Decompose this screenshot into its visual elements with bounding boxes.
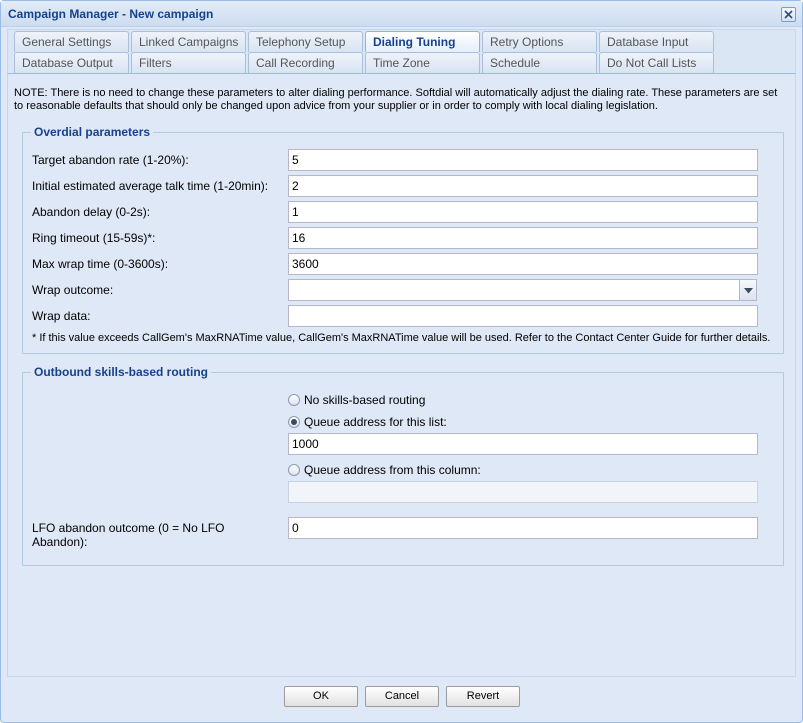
- title-bar[interactable]: [1, 1, 802, 27]
- lfo-abandon-outcome-input[interactable]: [288, 517, 758, 539]
- tab-telephony-setup[interactable]: Telephony Setup: [248, 31, 363, 52]
- revert-button[interactable]: Revert: [446, 686, 520, 707]
- wrap-data-label: Wrap data:: [32, 309, 91, 323]
- no-skills-routing-radio[interactable]: [288, 394, 300, 406]
- close-icon: [784, 10, 793, 19]
- wrap-outcome-select[interactable]: [288, 279, 740, 301]
- max-wrap-time-label: Max wrap time (0-3600s):: [32, 257, 169, 271]
- close-button[interactable]: [781, 7, 796, 22]
- tab-time-zone[interactable]: Time Zone: [365, 52, 480, 73]
- skills-routing-legend: Outbound skills-based routing: [34, 365, 208, 379]
- tab-do-not-call-lists[interactable]: Do Not Call Lists: [599, 52, 714, 73]
- queue-address-list-radio[interactable]: [288, 416, 300, 428]
- note-text: NOTE: There is no need to change these parameters to alter dialing performance. Softdial will automatically adjust the dialing rate. These parameters are set to reasonable defaults that should only be changed upon advice from your supplier or in order to comply with local dialing legislation.: [14, 87, 778, 112]
- tab-strip: [7, 29, 796, 73]
- wrap-outcome-label: Wrap outcome:: [32, 283, 114, 297]
- ring-timeout-input[interactable]: [288, 227, 758, 249]
- wrap-outcome-dropdown-button[interactable]: [739, 279, 757, 301]
- tab-database-input[interactable]: Database Input: [599, 31, 714, 52]
- lfo-abandon-outcome-label: LFO abandon outcome (0 = No LFO Abandon):: [32, 521, 225, 549]
- abandon-delay-input[interactable]: [288, 201, 758, 223]
- talk-time-label: Initial estimated average talk time (1-20min):: [32, 179, 269, 193]
- wrap-data-input[interactable]: [288, 305, 758, 327]
- target-abandon-rate-label: Target abandon rate (1-20%):: [32, 153, 189, 167]
- ring-timeout-footnote: * If this value exceeds CallGem's MaxRNATime value, CallGem's MaxRNATime value will be used. Refer to the Contact Center Guide for further details.: [32, 332, 771, 344]
- tab-call-recording[interactable]: Call Recording: [248, 52, 363, 73]
- tab-database-output[interactable]: Database Output: [14, 52, 129, 73]
- tab-dialing-tuning[interactable]: Dialing Tuning: [365, 31, 480, 52]
- ok-button[interactable]: OK: [284, 686, 358, 707]
- tab-linked-campaigns[interactable]: Linked Campaigns: [131, 31, 246, 52]
- queue-address-list-label: Queue address for this list:: [304, 415, 447, 429]
- queue-column-input[interactable]: [288, 481, 758, 503]
- overdial-parameters-legend: Overdial parameters: [34, 125, 151, 139]
- max-wrap-time-input[interactable]: [288, 253, 758, 275]
- tab-filters[interactable]: Filters: [131, 52, 246, 73]
- queue-address-column-radio[interactable]: [288, 464, 300, 476]
- target-abandon-rate-input[interactable]: [288, 149, 758, 171]
- cancel-button[interactable]: Cancel: [365, 686, 439, 707]
- window-title: Campaign Manager - New campaign: [8, 7, 214, 21]
- ring-timeout-label: Ring timeout (15-59s)*:: [32, 231, 156, 245]
- queue-address-input[interactable]: [288, 433, 758, 455]
- talk-time-input[interactable]: [288, 175, 758, 197]
- tab-retry-options[interactable]: Retry Options: [482, 31, 597, 52]
- chevron-down-icon: [744, 288, 753, 294]
- tab-general-settings[interactable]: General Settings: [14, 31, 129, 52]
- tab-schedule[interactable]: Schedule: [482, 52, 597, 73]
- abandon-delay-label: Abandon delay (0-2s):: [32, 205, 151, 219]
- no-skills-routing-label: No skills-based routing: [304, 393, 426, 407]
- queue-address-column-label: Queue address from this column:: [304, 463, 481, 477]
